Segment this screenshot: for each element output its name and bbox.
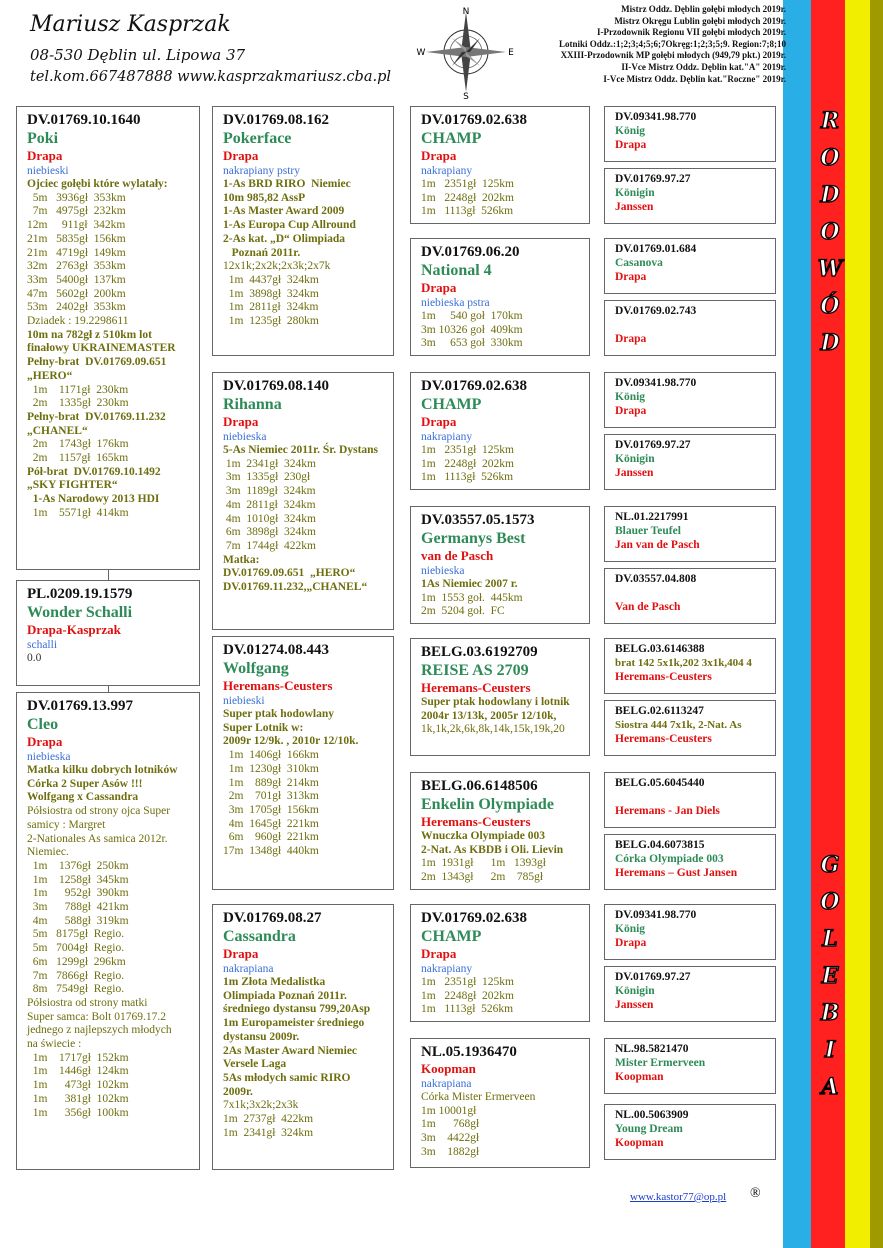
ancestor-card[interactable]	[604, 834, 776, 890]
result-line: 1m 1446gł 124km	[27, 1065, 129, 1078]
pigeon-name: Wolfgang	[223, 660, 289, 677]
result-line: 1m 2248gł 202km	[421, 191, 514, 204]
result-line: 1-As BRD RIRO Niemiec	[223, 178, 351, 190]
breeder-label: Drapa	[421, 414, 457, 429]
title-line: I-Przodownik Regionu VII gołębi młodych 2019r.	[596, 27, 786, 38]
vertical-letter: L	[822, 926, 838, 952]
breeder-label: Heremans-Ceusters	[615, 671, 712, 683]
ancestor-info	[615, 318, 771, 332]
result-line: 3m 1189gł 324km	[223, 485, 316, 498]
breeder-label: Drapa	[223, 148, 259, 163]
result-line: 1m 1717gł 152km	[27, 1051, 129, 1064]
ring-number: DV.01769.97.27	[615, 971, 691, 983]
pigeon-card[interactable]	[410, 1038, 590, 1168]
breeder-label: van de Pasch	[421, 548, 494, 563]
result-line: 6m 1299gł 296km	[27, 955, 126, 968]
pigeon-card[interactable]	[16, 106, 200, 570]
breeder-label: Koopman	[615, 1137, 664, 1149]
ring-number: DV.01769.02.638	[421, 910, 527, 926]
result-line: 1m 2341gł 324km	[223, 457, 316, 470]
ancestor-card[interactable]	[604, 372, 776, 428]
plumage-color: niebieska pstra	[421, 297, 490, 309]
ancestor-info: Young Dream	[615, 1123, 683, 1135]
ring-number: DV.01769.02.638	[421, 112, 527, 128]
plumage-color: niebieska	[421, 565, 465, 577]
result-line: 3m 788gł 421km	[27, 901, 129, 914]
ring-number: DV.03557.04.808	[615, 573, 697, 585]
result-line: „CHANEL“	[27, 424, 88, 437]
breeder-label: Jan van de Pasch	[615, 539, 700, 551]
breeder-label: Heremans-Ceusters	[421, 680, 531, 695]
ancestor-card[interactable]	[604, 300, 776, 356]
vertical-letter: B	[820, 1000, 840, 1026]
result-line: 7x1k;3x2k;2x3k	[223, 1099, 299, 1112]
breeder-label: Van de Pasch	[615, 601, 681, 613]
result-line: Matka kilku dobrych lotników	[27, 764, 178, 776]
result-line: 1-As Master Award 2009	[223, 205, 345, 218]
result-line: 2As Master Award Niemiec	[223, 1044, 358, 1057]
connector-line	[108, 686, 109, 692]
result-line: 1m 2351gł 125km	[421, 178, 514, 190]
result-line: 2-Nationales As samica 2012r.	[27, 832, 168, 845]
compass-icon	[418, 4, 514, 100]
ancestor-card[interactable]	[604, 638, 776, 694]
title-line: I-Vce Mistrz Oddz. Dęblin kat."Roczne" 2019r.	[603, 73, 786, 84]
result-line: 2-Nat. As KBDB i Oli. Lievin	[421, 843, 564, 856]
ancestor-info: König	[615, 391, 646, 403]
result-line: na świecie :	[27, 1038, 82, 1051]
ring-number: DV.01769.06.20	[421, 244, 520, 260]
vertical-letter: E	[821, 963, 839, 989]
pigeon-card[interactable]	[410, 904, 590, 1022]
result-line: 1m 4437gł 324km	[223, 273, 319, 286]
breeder-contact: tel.kom.667487888 www.kasprzakmariusz.cba.pl	[30, 69, 392, 85]
ancestor-info	[615, 790, 771, 804]
pigeon-name: Cleo	[27, 716, 59, 733]
ancestor-info: Córka Olympiade 003	[615, 853, 724, 865]
result-line: 10m na 782gł z 510km lot	[27, 328, 152, 341]
plumage-color: nakrapiany pstry	[223, 165, 300, 177]
result-line: Dziadek : 19.2298611	[27, 315, 129, 328]
ring-number: DV.01769.08.140	[223, 378, 329, 394]
breeder-label: Janssen	[615, 467, 654, 479]
breeder-label: Heremans - Jan Diels	[615, 805, 720, 817]
result-line: 1m 2737gł 422km	[223, 1113, 314, 1126]
result-line: 4m 1645gł 221km	[223, 817, 319, 830]
result-line: 1m 889gł 214km	[223, 776, 319, 789]
breeder-label: Koopman	[421, 1061, 476, 1076]
result-line: 2m 1343gł 2m 785gł	[421, 871, 544, 884]
ring-number: DV.01769.08.162	[223, 112, 329, 128]
ring-number: DV.01769.02.743	[615, 305, 697, 317]
result-line: 2m 701gł 313km	[223, 790, 319, 803]
result-line: 1m 1230gł 310km	[223, 762, 319, 775]
ring-number: DV.01769.02.638	[421, 378, 527, 394]
result-line: 12x1k;2x2k;2x3k;2x7k	[223, 260, 331, 273]
result-line: Super samca: Bolt 01769.17.2	[27, 1010, 166, 1023]
result-line: 1m 1406gł 166km	[223, 749, 319, 762]
breeder-label: Drapa	[615, 333, 647, 345]
vertical-letter: R	[820, 108, 840, 134]
ancestor-info: Königin	[615, 453, 655, 465]
result-line: 1m 1258gł 345km	[27, 873, 129, 886]
pigeon-card[interactable]	[410, 106, 590, 224]
result-line: DV.01769.11.232,„CHANEL“	[223, 581, 368, 594]
pigeon-name: REISE AS 2709	[421, 662, 529, 679]
pigeon-name: CHAMP	[421, 928, 482, 945]
ring-number: DV.01769.97.27	[615, 439, 691, 451]
result-line: Versele Laga	[223, 1058, 287, 1071]
result-line: 1-As Europa Cup Allround	[223, 219, 356, 232]
result-line: 1m 1113gł 526km	[421, 471, 514, 484]
vertical-letter: O	[820, 145, 840, 171]
pigeon-name: Cassandra	[223, 928, 296, 945]
vertical-letter: G	[820, 852, 840, 878]
ring-number: BELG.03.6146388	[615, 643, 705, 655]
pigeon-name: Pokerface	[223, 130, 292, 147]
pigeon-card[interactable]	[410, 506, 590, 624]
result-line: Niemiec.	[27, 846, 69, 859]
result-line: 1m 2351gł 125km	[421, 976, 514, 988]
pigeon-card[interactable]	[212, 636, 394, 890]
vertical-letter: O	[820, 219, 840, 245]
ancestor-card[interactable]	[604, 568, 776, 624]
pigeon-card[interactable]	[212, 904, 394, 1170]
ring-number: DV.01769.01.684	[615, 243, 697, 255]
result-line: DV.01769.09.651 „HERO“	[223, 567, 356, 580]
breeder-label: Drapa	[615, 271, 647, 283]
side-stripe-blue	[783, 0, 811, 1248]
result-line: 2m 1335gł 230km	[27, 397, 129, 410]
registered-mark: ®	[750, 1186, 761, 1201]
result-line: 3m 1882gł	[421, 1145, 480, 1158]
side-stripe-yellow	[845, 0, 870, 1248]
ancestor-info: Casanova	[615, 257, 663, 269]
result-line: Pół-brat DV.01769.10.1492	[27, 465, 161, 478]
vertical-letter: W	[817, 256, 843, 282]
result-line: finałowy UKRAINEMASTER	[27, 342, 176, 355]
result-line: 1m 1376gł 250km	[27, 859, 129, 872]
result-line: 1m 1931gł 1m 1393gł	[421, 857, 546, 870]
result-line: 1m 356gł 100km	[27, 1106, 129, 1119]
vertical-letter: O	[820, 889, 840, 915]
breeder-label: Heremans-Ceusters	[223, 678, 333, 693]
ancestor-info: Königin	[615, 985, 655, 997]
pigeon-card[interactable]	[16, 580, 200, 686]
result-line: jednego z najlepszych młodych	[27, 1024, 172, 1037]
result-line: 6m 960gł 221km	[223, 831, 319, 844]
result-line: 1m 2248gł 202km	[421, 457, 514, 470]
ring-number: BELG.02.6113247	[615, 705, 704, 717]
result-line: Matka:	[223, 553, 260, 566]
result-line: Córka Mister Ermerveen	[421, 1091, 536, 1103]
result-line: 1m 381gł 102km	[27, 1092, 129, 1105]
pigeon-name: Wonder Schalli	[27, 604, 133, 621]
title-line: Lotniki Oddz.:1;2;3;4;5;6;7Okręg:1;2;3;5;9. Region:7;8;10	[559, 38, 786, 49]
ring-number: DV.01769.08.27	[223, 910, 322, 926]
breeder-label: Drapa	[421, 148, 457, 163]
ring-number: NL.98.5821470	[615, 1043, 689, 1055]
ring-number: BELG.03.6192709	[421, 644, 538, 660]
result-line: 1k,1k,2k,6k,8k,14k,15k,19k,20	[421, 723, 565, 736]
vertical-letter: D	[820, 182, 840, 208]
result-line: 1m 1113gł 526km	[421, 205, 514, 218]
pigeon-name: CHAMP	[421, 130, 482, 147]
compass-e: E	[508, 48, 514, 58]
ancestor-info: König	[615, 923, 646, 935]
result-line: Super ptak hodowlany i lotnik	[421, 696, 570, 708]
ancestor-card[interactable]	[604, 506, 776, 562]
ancestor-card[interactable]	[604, 700, 776, 756]
result-line: 6m 3898gł 324km	[223, 526, 316, 539]
result-line: 7m 1744gł 422km	[223, 539, 316, 552]
result-line: 53m 2402gł 353km	[27, 301, 126, 314]
result-line: Pełny-brat DV.01769.11.232	[27, 410, 166, 423]
result-line: 8m 7549gł Regio.	[27, 983, 125, 996]
pigeon-card[interactable]	[410, 772, 590, 890]
ancestor-info: Siostra 444 7x1k, 2-Nat. As	[615, 719, 742, 731]
result-line: 12m 911gł 342km	[27, 219, 126, 232]
result-line: Pełny-brat DV.01769.09.651	[27, 356, 167, 369]
ancestor-card[interactable]	[604, 434, 776, 490]
result-line: 2m 1157gł 165km	[27, 452, 129, 465]
result-line: 0.0	[27, 652, 42, 664]
result-line: 3m 4422gł	[421, 1132, 480, 1145]
breeder-address: 08-530 Dęblin ul. Lipowa 37	[30, 46, 246, 64]
result-line: „SKY FIGHTER“	[27, 479, 118, 492]
result-line: 1m 768gł	[421, 1118, 480, 1131]
breeder-label: Drapa	[615, 139, 647, 151]
ring-number: DV.09341.98.770	[615, 377, 697, 389]
ancestor-info: Mister Ermerveen	[615, 1057, 706, 1069]
breeder-label: Drapa	[223, 946, 259, 961]
result-line: Półsiostra od strony matki	[27, 996, 148, 1009]
ring-number: DV.01769.13.997	[27, 698, 133, 714]
result-line: Olimpiada Poznań 2011r.	[223, 989, 347, 1002]
result-line: 33m 5400gł 137km	[27, 273, 126, 286]
result-line: 5m 7004gł Regio.	[27, 942, 125, 955]
pigeon-card[interactable]	[410, 238, 590, 356]
result-line: 4m 2811gł 324km	[223, 498, 316, 511]
ancestor-card[interactable]	[604, 238, 776, 294]
ring-number: BELG.06.6148506	[421, 778, 538, 794]
plumage-color: nakrapiany	[421, 963, 473, 975]
ancestor-card[interactable]	[604, 168, 776, 224]
result-line: Super Lotnik w:	[223, 721, 304, 734]
ancestor-info: Königin	[615, 187, 655, 199]
result-line: 5As młodych samic RIRO	[223, 1071, 351, 1084]
vertical-letter: A	[821, 1074, 839, 1100]
result-line: Córka 2 Super Asów !!!	[27, 777, 143, 790]
result-line: 21m 5835gł 156km	[27, 232, 126, 245]
ancestor-info	[615, 586, 771, 600]
result-line: 1m 1113gł 526km	[421, 1003, 514, 1016]
ancestor-card[interactable]	[604, 772, 776, 828]
footer-email[interactable]: www.kastor77@op.pl	[630, 1191, 727, 1203]
plumage-color: nakrapiany	[421, 431, 473, 443]
ring-number: DV.01274.08.443	[223, 642, 329, 658]
result-line: 2009r.	[223, 1085, 253, 1098]
plumage-color: nakrapiana	[223, 963, 274, 975]
plumage-color: niebieski	[27, 165, 69, 177]
vertical-letter: Ó	[820, 293, 840, 319]
result-line: 2009r 12/9k. , 2010r 12/10k.	[223, 735, 359, 748]
ring-number: BELG.05.6045440	[615, 777, 705, 789]
breeder-label: Heremans-Ceusters	[421, 814, 531, 829]
pigeon-card[interactable]	[410, 638, 590, 756]
pigeon-name: Germanys Best	[421, 530, 526, 547]
pigeon-name: Enkelin Olympiade	[421, 796, 554, 813]
ancestor-card[interactable]	[604, 966, 776, 1022]
result-line: 1As Niemiec 2007 r.	[421, 578, 518, 590]
pigeon-card[interactable]	[212, 106, 394, 356]
plumage-color: nakrapiany	[421, 165, 473, 177]
result-line: 2-As kat. „D“ Olimpiada	[223, 232, 346, 245]
plumage-color: niebieska	[27, 751, 71, 763]
plumage-color: nakrapiana	[421, 1078, 472, 1090]
title-line: II-Vce Mistrz Oddz. Dęblin kat."A" 2019r.	[621, 61, 786, 72]
ring-number: DV.01769.10.1640	[27, 112, 141, 128]
result-line: Ojciec gołębi które wylatały:	[27, 178, 168, 190]
plumage-color: niebieska	[223, 431, 267, 443]
ring-number: BELG.04.6073815	[615, 839, 705, 851]
compass-n: N	[462, 7, 470, 17]
ring-number: PL.0209.19.1579	[27, 586, 133, 602]
result-line: 3m 1705gł 156km	[223, 803, 319, 816]
result-line: 1m 2248gł 202km	[421, 989, 514, 1002]
ancestor-card[interactable]	[604, 106, 776, 162]
result-line: 1m 2341gł 324km	[223, 1126, 314, 1139]
result-line: 1m 1235gł 280km	[223, 315, 319, 328]
result-line: 2m 5204 goł. FC	[421, 605, 505, 618]
result-line: 3m 10326 goł 409km	[421, 323, 523, 336]
breeder-label: Heremans – Gust Jansen	[615, 867, 738, 879]
pigeon-name: Rihanna	[223, 396, 282, 413]
result-line: 4m 1010gł 324km	[223, 512, 316, 525]
result-line: dystansu 2009r.	[223, 1030, 300, 1043]
pigeon-name: Poki	[27, 130, 59, 147]
ring-number: NL.00.5063909	[615, 1109, 689, 1121]
breeder-label: Heremans-Ceusters	[615, 733, 712, 745]
result-line: 3m 653 goł 330km	[421, 337, 523, 350]
plumage-color: niebieski	[223, 695, 265, 707]
ancestor-card[interactable]	[604, 1038, 776, 1094]
ancestor-card[interactable]	[604, 904, 776, 960]
result-line: 4m 588gł 319km	[27, 914, 129, 927]
breeder-label: Drapa-Kasprzak	[27, 622, 121, 637]
result-line: 1m 473gł 102km	[27, 1079, 129, 1092]
result-line: 7m 7866gł Regio.	[27, 969, 125, 982]
ancestor-info: brat 142 5x1k,202 3x1k,404 4	[615, 657, 752, 669]
breeder-label: Drapa	[27, 148, 63, 163]
result-line: Wolfgang x Cassandra	[27, 791, 139, 804]
breeder-label: Drapa	[223, 414, 259, 429]
breeder-label: Drapa	[615, 405, 647, 417]
breeder-label: Koopman	[615, 1071, 664, 1083]
ring-number: NL.05.1936470	[421, 1044, 517, 1060]
result-line: 10m 985,82 AssP	[223, 191, 306, 204]
title-line: XXIII-Przodownik MP gołębi młodych (949,79 pkt.) 2019r.	[560, 50, 786, 61]
result-line: 1m 2811gł 324km	[223, 301, 319, 314]
result-line: Poznań 2011r.	[223, 246, 301, 259]
ring-number: NL.01.2217991	[615, 511, 689, 523]
plumage-color: schalli	[27, 639, 58, 651]
breeder-label: Drapa	[27, 734, 63, 749]
titles-box	[522, 4, 786, 85]
result-line: 47m 5602gł 200km	[27, 287, 126, 300]
compass-s: S	[463, 92, 469, 102]
result-line: 7m 4975gł 232km	[27, 205, 126, 218]
breeder-label: Drapa	[421, 280, 457, 295]
result-line: 1m Europameister średniego	[223, 1017, 365, 1030]
ancestor-info: König	[615, 125, 646, 137]
result-line: Wnuczka Olympiade 003	[421, 830, 545, 842]
result-line: „HERO“	[27, 369, 73, 382]
breeder-label: Janssen	[615, 999, 654, 1011]
result-line: Półsiostra od strony ojca Super	[27, 805, 171, 818]
result-line: 1m 1553 goł. 445km	[421, 591, 523, 604]
result-line: Super ptak hodowlany	[223, 708, 334, 720]
result-line: 3m 1335gł 230gł	[223, 471, 311, 484]
breeder-label: Janssen	[615, 201, 654, 213]
ancestor-info: Blauer Teufel	[615, 525, 681, 537]
vertical-letter: I	[824, 1037, 836, 1063]
result-line: 1m 10001gł	[421, 1104, 477, 1117]
result-line: 1-As Narodowy 2013 HDI	[27, 493, 160, 506]
result-line: 2m 1743gł 176km	[27, 438, 129, 451]
side-stripe-olive	[870, 0, 883, 1248]
breeder-label: Drapa	[421, 946, 457, 961]
result-line: 5m 8175gł Regio.	[27, 928, 125, 941]
connector-line	[108, 570, 109, 580]
ring-number: DV.09341.98.770	[615, 909, 697, 921]
title-line: Mistrz Okręgu Lublin gołębi młodych 2019r.	[614, 15, 786, 26]
breeder-name: Mariusz Kasprzak	[30, 12, 231, 37]
result-line: 1m Złota Medalistka	[223, 976, 326, 988]
result-line: 2004r 13/13k, 2005r 12/10k,	[421, 709, 557, 722]
pigeon-card[interactable]	[410, 372, 590, 490]
result-line: 21m 4719gł 149km	[27, 246, 126, 259]
result-line: 1m 540 goł 170km	[421, 310, 523, 322]
compass-w: W	[416, 48, 426, 58]
pigeon-name: National 4	[421, 262, 492, 279]
ring-number: DV.03557.05.1573	[421, 512, 535, 528]
result-line: 32m 2763gł 353km	[27, 260, 126, 273]
ancestor-card[interactable]	[604, 1104, 776, 1160]
result-line: 1m 5571gł 414km	[27, 506, 129, 519]
result-line: 1m 3898gł 324km	[223, 287, 319, 300]
result-line: 17m 1348gł 440km	[223, 845, 319, 858]
pigeon-name: CHAMP	[421, 396, 482, 413]
vertical-letter: D	[820, 330, 840, 356]
result-line: 5-As Niemiec 2011r. Śr. Dystans	[223, 444, 379, 456]
pigeon-card[interactable]	[16, 692, 200, 1170]
result-line: 5m 3936gł 353km	[27, 191, 126, 204]
result-line: samicy : Margret	[27, 818, 106, 831]
pigeon-card[interactable]	[212, 372, 394, 630]
breeder-label: Drapa	[615, 937, 647, 949]
ring-number: DV.09341.98.770	[615, 111, 697, 123]
result-line: średniego dystansu 799,20Asp	[223, 1003, 371, 1016]
title-line: Mistrz Oddz. Dęblin gołębi młodych 2019r.	[621, 4, 786, 14]
result-line: 1m 2351gł 125km	[421, 444, 514, 456]
result-line: 1m 952gł 390km	[27, 887, 129, 900]
ring-number: DV.01769.97.27	[615, 173, 691, 185]
result-line: 1m 1171gł 230km	[27, 383, 129, 396]
